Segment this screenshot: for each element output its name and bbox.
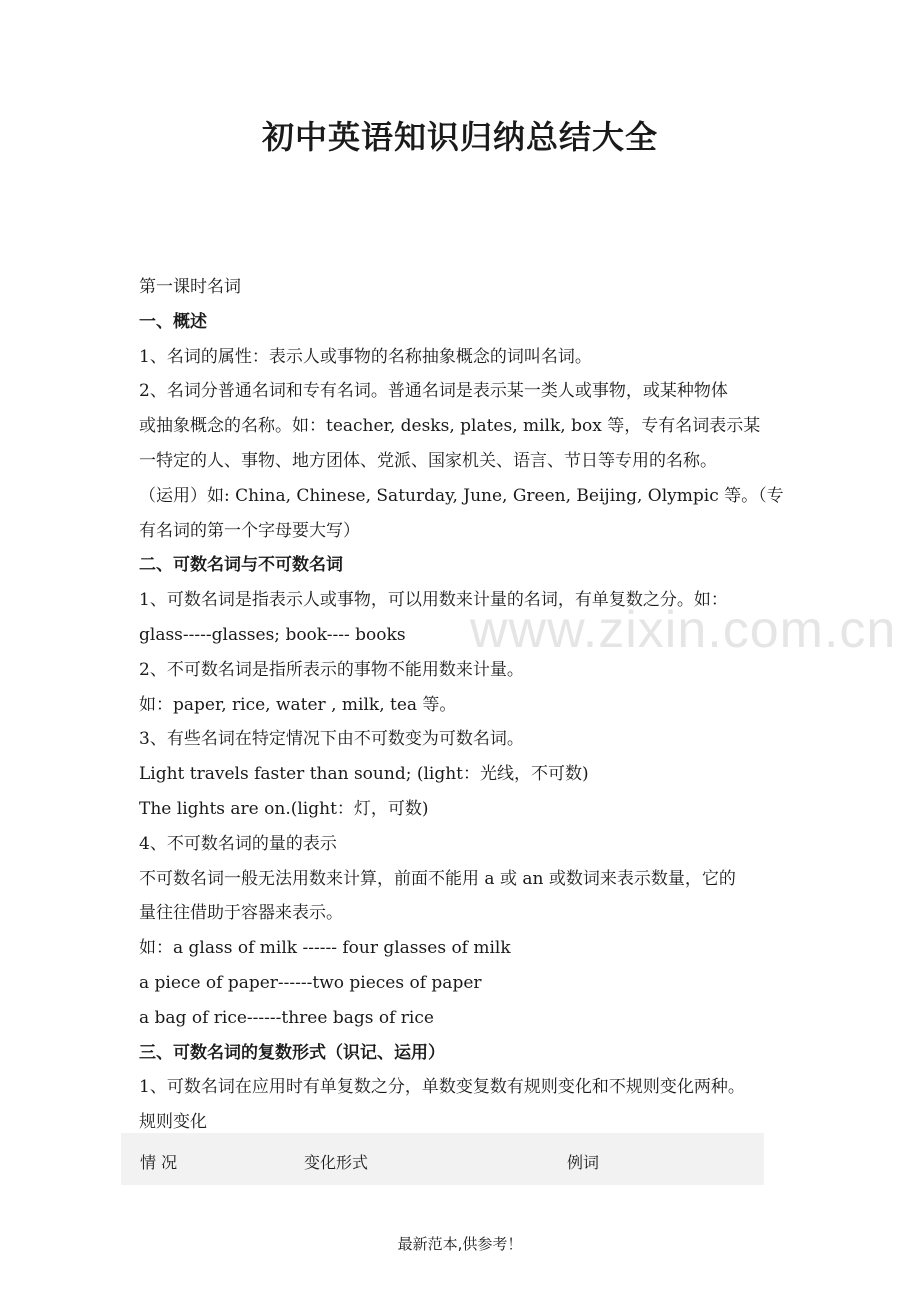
paragraph-line: 3、有些名词在特定情况下由不可数变为可数名词。: [139, 729, 524, 750]
paragraph-line: 规则变化: [139, 1112, 207, 1133]
table-header-change-form: 变化形式: [304, 1153, 369, 1172]
table-header-row: [121, 1133, 764, 1185]
paragraph-line: 如：paper, rice, water , milk, tea 等。: [139, 694, 457, 715]
paragraph-line: a bag of rice------three bags of rice: [139, 1007, 434, 1028]
paragraph-line: The lights are on.(light：灯，可数): [139, 798, 429, 819]
paragraph-line: 4、不可数名词的量的表示: [139, 833, 337, 854]
document-body: [139, 270, 787, 1140]
paragraph-line: 1、可数名词是指表示人或事物，可以用数来计量的名词，有单复数之分。如：: [139, 590, 728, 611]
paragraph-line: Light travels faster than sound; (light：光线，不可数): [139, 764, 589, 785]
paragraph-line: 2、不可数名词是指所表示的事物不能用数来计量。: [139, 659, 524, 680]
watermark: www.zixin.com.cn: [470, 601, 897, 659]
paragraph-line: 如：a glass of milk ------ four glasses of milk: [139, 938, 511, 959]
paragraph-line: 或抽象概念的名称。如：teacher, desks, plates, milk, box 等，专有名词表示某: [139, 416, 761, 437]
paragraph-line: glass-----glasses; book---- books: [139, 624, 406, 645]
page-footer: 最新范本,供参考！: [397, 1235, 523, 1253]
document-title: 初中英语知识归纳总结大全: [261, 118, 658, 156]
paragraph-line: 有名词的第一个字母要大写）: [139, 520, 360, 541]
paragraph-line: a piece of paper------two pieces of paper: [139, 972, 482, 993]
paragraph-line: 量往往借助于容器来表示。: [139, 903, 343, 924]
section-heading: 二、可数名词与不可数名词: [139, 555, 343, 576]
section-heading: 一、概述: [139, 311, 207, 332]
section-heading: 三、可数名词的复数形式（识记、运用）: [139, 1042, 445, 1063]
paragraph-line: 2、名词分普通名词和专有名词。普通名词是表示某一类人或事物，或某种物体: [139, 381, 728, 402]
paragraph-line: 不可数名词一般无法用数来计算，前面不能用 a 或 an 或数词来表示数量，它的: [139, 868, 736, 889]
paragraph-line: 1、可数名词在应用时有单复数之分，单数变复数有规则变化和不规则变化两种。: [139, 1077, 745, 1098]
paragraph-line: （运用）如: China, Chinese, Saturday, June, Green, Beijing, Olympic 等。（专: [139, 485, 784, 506]
paragraph-line: 一特定的人、事物、地方团体、党派、国家机关、语言、节日等专用的名称。: [139, 450, 717, 471]
table-header-examples: 例词: [567, 1153, 600, 1172]
table-header-situation: 情 况: [140, 1153, 178, 1172]
paragraph-line: 第一课时名词: [139, 277, 241, 297]
paragraph-line: 1、名词的属性：表示人或事物的名称抽象概念的词叫名词。: [139, 346, 592, 367]
